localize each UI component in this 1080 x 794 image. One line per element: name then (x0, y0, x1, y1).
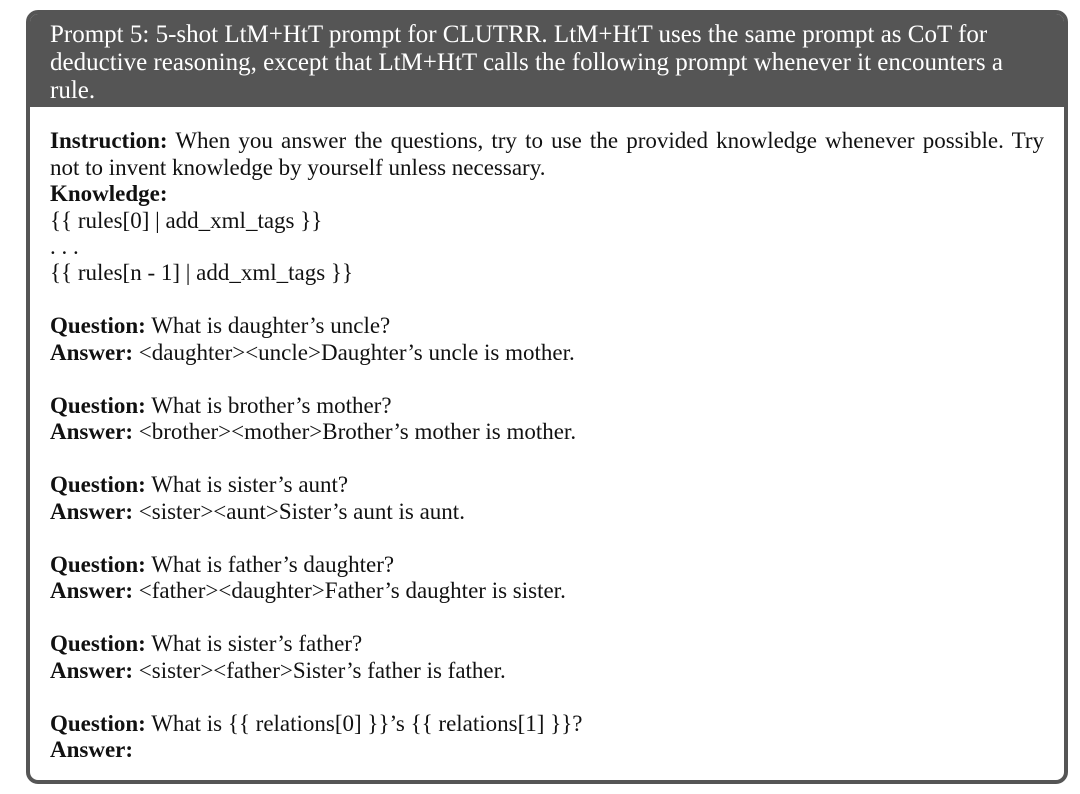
spacer (50, 287, 1044, 314)
knowledge-ellipsis: . . . (50, 234, 79, 259)
instruction-text: When you answer the questions, try to use the provided knowledge whenever possible. Try not to invent knowledge by yourself unless necessary. (50, 128, 1044, 180)
example-question (50, 313, 1044, 340)
answer-label: Answer: (50, 657, 134, 683)
question-text: What is brother’s mother? (151, 392, 392, 418)
instruction-block (50, 128, 1044, 181)
answer-label: Answer: (50, 339, 134, 365)
question-text: What is daughter’s uncle? (151, 313, 391, 338)
instruction-label: Instruction: (50, 128, 168, 153)
question-label: Question: (50, 631, 146, 656)
spacer (50, 605, 1044, 632)
answer-text: <brother><mother>Brother’s mother is mother. (138, 419, 577, 444)
answer-text: <sister><father>Sister’s father is father. (138, 657, 506, 683)
question-label: Question: (50, 392, 146, 418)
knowledge-label: Knowledge: (50, 181, 168, 206)
example-answer (50, 658, 1044, 685)
example-question (50, 552, 1044, 579)
spacer (50, 525, 1044, 552)
example-question (50, 393, 1044, 420)
final-question (50, 711, 1044, 738)
spacer (50, 366, 1044, 393)
answer-text: <father><daughter>Father’s daughter is sister. (138, 578, 566, 603)
knowledge-last-rule: {{ rules[n - 1] | add_xml_tags }} (50, 260, 353, 285)
caption-text: Prompt 5: 5-shot LtM+HtT prompt for CLUTRR. LtM+HtT uses the same prompt as CoT for deductive reasoning, except that LtM+HtT calls the following prompt whenever it encounters a rule. (50, 21, 1003, 104)
answer-label: Answer: (50, 498, 134, 524)
example-answer (50, 499, 1044, 526)
example-question (50, 631, 1044, 658)
question-label: Question: (50, 551, 146, 577)
prompt-caption (30, 14, 1064, 107)
question-label: Question: (50, 710, 146, 736)
answer-label: Answer: (50, 737, 134, 762)
question-text: What is sister’s aunt? (151, 472, 349, 497)
spacer (50, 446, 1044, 473)
question-text: What is father’s daughter? (151, 551, 395, 577)
example-question (50, 472, 1044, 499)
answer-text: <daughter><uncle>Daughter’s uncle is mother. (138, 339, 575, 365)
final-answer (50, 737, 1044, 764)
spacer (50, 684, 1044, 711)
prompt-box (26, 10, 1068, 784)
knowledge-first-rule: {{ rules[0] | add_xml_tags }} (50, 207, 323, 233)
example-answer (50, 578, 1044, 605)
question-text: What is sister’s father? (151, 631, 363, 656)
answer-text: <sister><aunt>Sister’s aunt is aunt. (138, 498, 465, 524)
example-answer (50, 340, 1044, 367)
question-label: Question: (50, 472, 146, 497)
question-label: Question: (50, 313, 146, 338)
answer-label: Answer: (50, 419, 134, 444)
prompt-body (30, 107, 1064, 764)
final-question-text: What is {{ relations[0] }}’s {{ relations[1] }}? (151, 710, 583, 736)
example-answer (50, 419, 1044, 446)
answer-label: Answer: (50, 578, 134, 603)
